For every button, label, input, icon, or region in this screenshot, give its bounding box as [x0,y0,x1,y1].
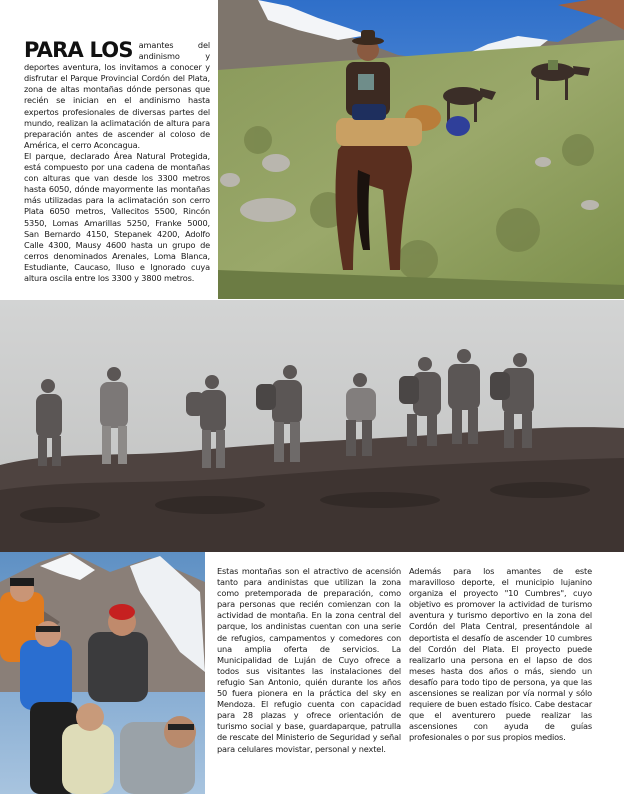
intro-text: amantes del andinismo y deportes aventura, los invitamos a conocer y disfrutar el Parque Provincial Cordón del Plata, zona de altas montañas dónde personas que recién se inician en el andinismo hasta expertos profesionales de diversas partes del mundo, realizan la aclimatación de altura para preparación antes de ascender al coloso de América, el cerro Aconcagua. [24,40,210,150]
right-paragraph: Además para los amantes de este maravilloso deporte, el municipio lujanino organiza el proyecto "10 Cumbres", cuyo objetivo es promover la actividad de turismo aventura y turismo deportivo en la zona del Cordón del Plata Central, presentándole al deportista el desafío de ascender 10 cumbres del Cordón del Plata. El proyecto puede realizarlo una persona en el lapso de dos meses hasta dos años o más, siendo un desafío para todo tipo de persona, ya que las ascensiones se realizan por vía normal y sólo requiere de buen estado físico. Cabe destacar que el aventurero puede realizar las ascensiones con ayuda de guías profesionales o por sus propios medios. [409,566,592,743]
intro-column [24,40,210,284]
intro-paragraph-2: El parque, declarado Área Natural Protegida, está compuesto por una cadena de montañas con alturas que van desde los 3300 metros hasta 6050, dónde mayormente las montañas más utilizadas para la aclimatación son cerro Plata 6050 metros, Vallecitos 5500, Rincón 5350, Lomas Amarillas 5250, Franke 5000, San Bernardo 4150, Stepanek 4200, Adolfo Calle 4300, Mausy 4600 hasta un grupo de cerros denominados Arenales, Loma Blanca, Estudiante, Caucaso, Iluso e Ignorado cuya altura oscila entre los 3300 y 3800 metros. [24,150,210,283]
lead-heading: PARA LOS [24,38,133,62]
horse-caravan-photo [218,0,624,299]
horse-caravan-illustration [218,0,624,299]
hikers-in-fog-photo [0,300,624,552]
middle-text-column [217,566,401,755]
climbers-group-illustration [0,552,205,794]
intro-paragraph-1 [24,40,210,151]
climbers-group-photo [0,552,205,794]
hikers-in-fog-illustration [0,300,624,552]
middle-paragraph: Estas montañas son el atractivo de acensión tanto para andinistas que utilizan la zona como pretemporada de preparación, como para personas que recién comienzan con la actividad de montaña. En la zona central del parque, los andinistas cuentan con una serie de refugios, campamentos y comedores con una amplia oferta de servicios. La Municipalidad de Luján de Cuyo ofrece a todos sus visitantes las instalaciones del refugio San Antonio, quién durante los años 50 fuera pionera en la práctica del sky en Mendoza. El refugio cuenta con capacidad para 28 plazas y ofrece orientación de turismo social y base, guardaparque, patrulla de rescate del Ministerio de Seguridad y señal para celulares movistar, personal y nextel. [217,566,401,754]
right-text-column [409,566,592,744]
